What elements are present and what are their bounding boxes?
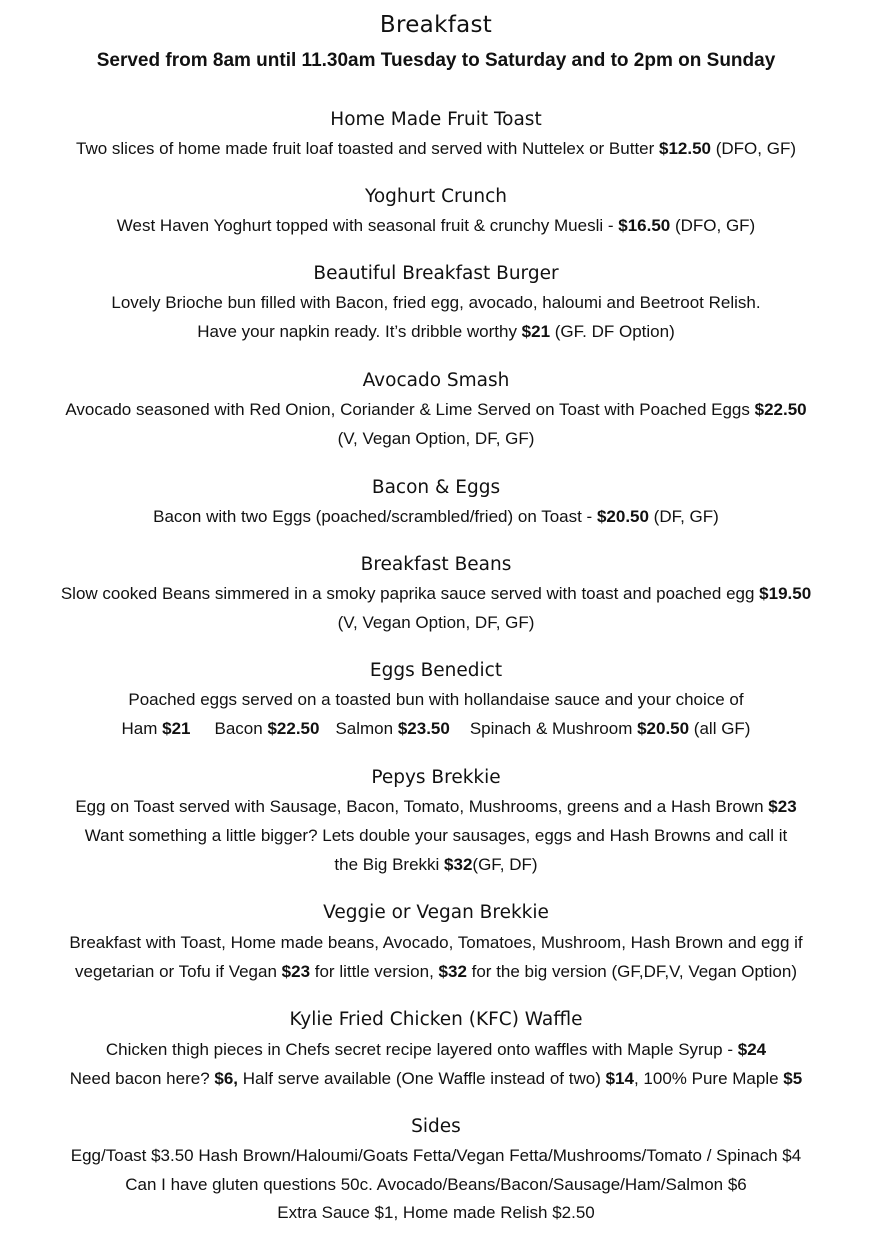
item-price: $23.50 [397, 719, 450, 738]
item-description: Egg on Toast served with Sausage, Bacon, Tomato, Mushrooms, greens and a Hash Brown $23 [75, 797, 797, 816]
item-description: (V, Vegan Option, DF, GF) [337, 429, 535, 448]
item-description: the Big Brekki $32(GF, DF) [334, 855, 538, 874]
item-price: $21 [521, 322, 551, 341]
item-description: Bacon with two Eggs (poached/scrambled/fried) on Toast - $20.50 (DF, GF) [153, 507, 719, 526]
menu-subtitle: Served from 8am until 11.30am Tuesday to Saturday and to 2pm on Sunday [96, 50, 776, 71]
item-price: $32 [438, 962, 467, 981]
item-price: $20.50 [596, 507, 649, 526]
item-price: $24 [737, 1040, 767, 1059]
item-description: Avocado seasoned with Red Onion, Coriander & Lime Served on Toast with Poached Eggs $22.50 [65, 400, 807, 419]
item-description: Slow cooked Beans simmered in a smoky paprika sauce served with toast and poached egg $19.50 [60, 584, 812, 603]
item-price: $20.50 [637, 719, 690, 738]
item-heading: Beautiful Breakfast Burger [313, 263, 559, 284]
item-description: Need bacon here? $6, Half serve available (One Waffle instead of two) $14, 100% Pure Maple $5 [69, 1069, 803, 1088]
item-price: $12.50 [659, 139, 712, 158]
item-description: (V, Vegan Option, DF, GF) [337, 613, 535, 632]
item-price: $22.50 [754, 400, 807, 419]
item-price: $6, [214, 1069, 239, 1088]
item-price: $5 [783, 1069, 803, 1088]
item-description: Want something a little bigger? Lets double your sausages, eggs and Hash Browns and call it [84, 826, 788, 845]
item-price: $14 [605, 1069, 634, 1088]
item-price: $16.50 [618, 216, 671, 235]
item-description: Poached eggs served on a toasted bun with hollandaise sauce and your choice of [128, 690, 744, 709]
item-heading: Breakfast Beans [360, 554, 512, 575]
sides-line: Egg/Toast $3.50 Hash Brown/Haloumi/Goats Fetta/Vegan Fetta/Mushrooms/Tomato / Spinach $4 [70, 1146, 802, 1165]
item-price: $21 [162, 719, 191, 738]
item-price: $19.50 [759, 584, 812, 603]
item-price: $23 [281, 962, 311, 981]
item-description: vegetarian or Tofu if Vegan $23 for little version, $32 for the big version (GF,DF,V, Vegan Option) [74, 962, 798, 981]
sides-heading: Sides [411, 1116, 461, 1137]
sides-line: Can I have gluten questions 50c. Avocado/Beans/Bacon/Sausage/Ham/Salmon $6 [125, 1175, 747, 1194]
item-heading: Home Made Fruit Toast [330, 109, 542, 130]
item-price: $22.50 [267, 719, 320, 738]
item-description: Chicken thigh pieces in Chefs secret recipe layered onto waffles with Maple Syrup - $24 [105, 1040, 767, 1059]
sides-line: Extra Sauce $1, Home made Relish $2.50 [277, 1203, 595, 1222]
item-price: $32 [444, 855, 473, 874]
item-heading: Kylie Fried Chicken (KFC) Waffle [289, 1009, 583, 1030]
item-description: Breakfast with Toast, Home made beans, Avocado, Tomatoes, Mushroom, Hash Brown and egg if [69, 933, 803, 952]
item-heading: Avocado Smash [362, 370, 510, 391]
item-heading: Veggie or Vegan Brekkie [323, 902, 549, 923]
item-options: Ham $21 Bacon $22.50 Salmon $23.50 Spinach & Mushroom $20.50 (all GF) [121, 719, 751, 738]
item-heading: Eggs Benedict [369, 660, 503, 681]
item-description: Have your napkin ready. It’s dribble worthy $21 (GF. DF Option) [197, 322, 675, 341]
item-description: Lovely Brioche bun filled with Bacon, fried egg, avocado, haloumi and Beetroot Relish. [111, 293, 761, 312]
item-description: Two slices of home made fruit loaf toasted and served with Nuttelex or Butter $12.50 (DFO, GF) [76, 139, 796, 158]
item-heading: Yoghurt Crunch [365, 186, 507, 207]
menu-title: Breakfast [379, 12, 493, 38]
item-heading: Pepys Brekkie [371, 767, 501, 788]
item-price: $23 [768, 797, 797, 816]
item-heading: Bacon & Eggs [371, 477, 501, 498]
item-description: West Haven Yoghurt topped with seasonal fruit & crunchy Muesli - $16.50 (DFO, GF) [116, 216, 756, 235]
